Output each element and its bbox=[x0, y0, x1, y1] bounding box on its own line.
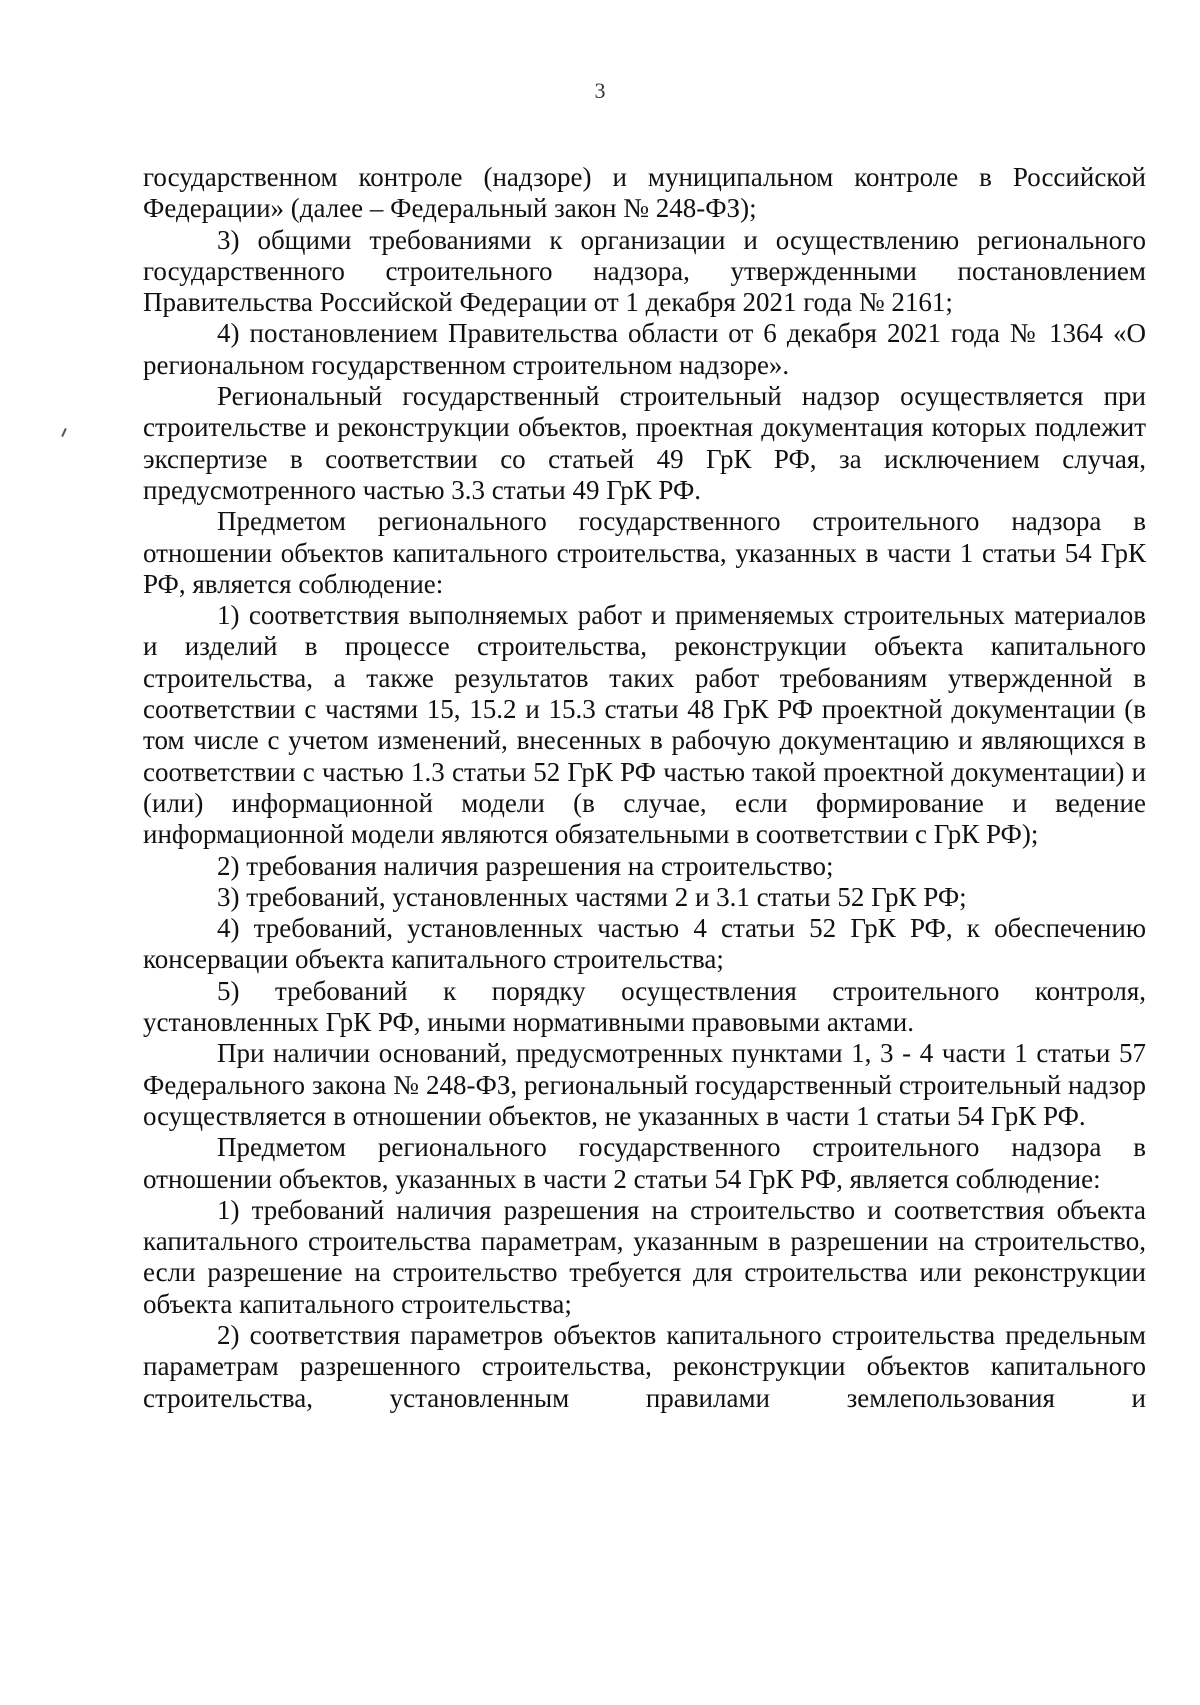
page-number: 3 bbox=[594, 78, 606, 103]
paragraph: государственном контроле (надзоре) и муниципальном контроле в Российской Федерации» (далее – Федеральный закон № 248-ФЗ); bbox=[143, 162, 1146, 224]
paragraph: 1) требований наличия разрешения на строительство и соответствия объекта капитального строительства параметрам, указанным в разрешении на строительство, если разрешение на строительство требуется для строительства или реконструкции объекта капитального строительства; bbox=[143, 1194, 1146, 1319]
paragraph: Предметом регионального государственного строительного надзора в отношении объектов капитального строительства, указанных в части 1 статьи 54 ГрК РФ, является соблюдение: bbox=[143, 506, 1146, 599]
paragraph: При наличии оснований, предусмотренных пунктами 1, 3 - 4 части 1 статьи 57 Федерального закона № 248-ФЗ, региональный государственный строительный надзор осуществляется в отношении объектов, не указанных в части 1 статьи 54 ГрК РФ. bbox=[143, 1038, 1146, 1131]
document-body bbox=[143, 162, 1146, 1414]
scan-mark bbox=[61, 428, 67, 437]
paragraph: 2) соответствия параметров объектов капитального строительства предельным параметрам разрешенного строительства, реконструкции объектов капитального строительства, установленным правилами землепользования и bbox=[143, 1319, 1146, 1413]
paragraph: 5) требований к порядку осуществления строительного контроля, установленных ГрК РФ, иными нормативными правовыми актами. bbox=[143, 975, 1146, 1038]
paragraph: 2) требования наличия разрешения на строительство; bbox=[217, 850, 834, 881]
paragraph: 4) требований, установленных частью 4 статьи 52 ГрК РФ, к обеспечению консервации объекта капитального строительства; bbox=[143, 913, 1146, 975]
paragraph: 1) соответствия выполняемых работ и применяемых строительных материалов и изделий в процессе строительства, реконструкции объекта капитального строительства, а также результатов таких работ требованиям утвержденной в соответствии с частями 15, 15.2 и 15.3 статьи 48 ГрК РФ проектной документации (в том числе с учетом изменений, внесенных в рабочую документацию и являющихся в соответствии с частью 1.3 статьи 52 ГрК РФ частью такой проектной документации) и (или) информационной модели (в случае, если формирование и ведение информационной модели являются обязательными в соответствии с ГрК РФ); bbox=[143, 600, 1146, 850]
paragraph: Региональный государственный строительный надзор осуществляется при строительстве и реконструкции объектов, проектная документация которых подлежит экспертизе в соответствии со статьей 49 ГрК РФ, за исключением случая, предусмотренного частью 3.3 статьи 49 ГрК РФ. bbox=[143, 381, 1146, 505]
paragraph: 4) постановлением Правительства области от 6 декабря 2021 года № 1364 «О региональном государственном строительном надзоре». bbox=[143, 318, 1146, 380]
paragraph: 3) общими требованиями к организации и осуществлению регионального государственного строительного надзора, утвержденными постановлением Правительства Российской Федерации от 1 декабря 2021 года № 2161; bbox=[143, 224, 1146, 318]
paragraph: Предметом регионального государственного строительного надзора в отношении объектов, указанных в части 2 статьи 54 ГрК РФ, является соблюдение: bbox=[143, 1132, 1146, 1194]
paragraph: 3) требований, установленных частями 2 и 3.1 статьи 52 ГрК РФ; bbox=[217, 881, 967, 912]
